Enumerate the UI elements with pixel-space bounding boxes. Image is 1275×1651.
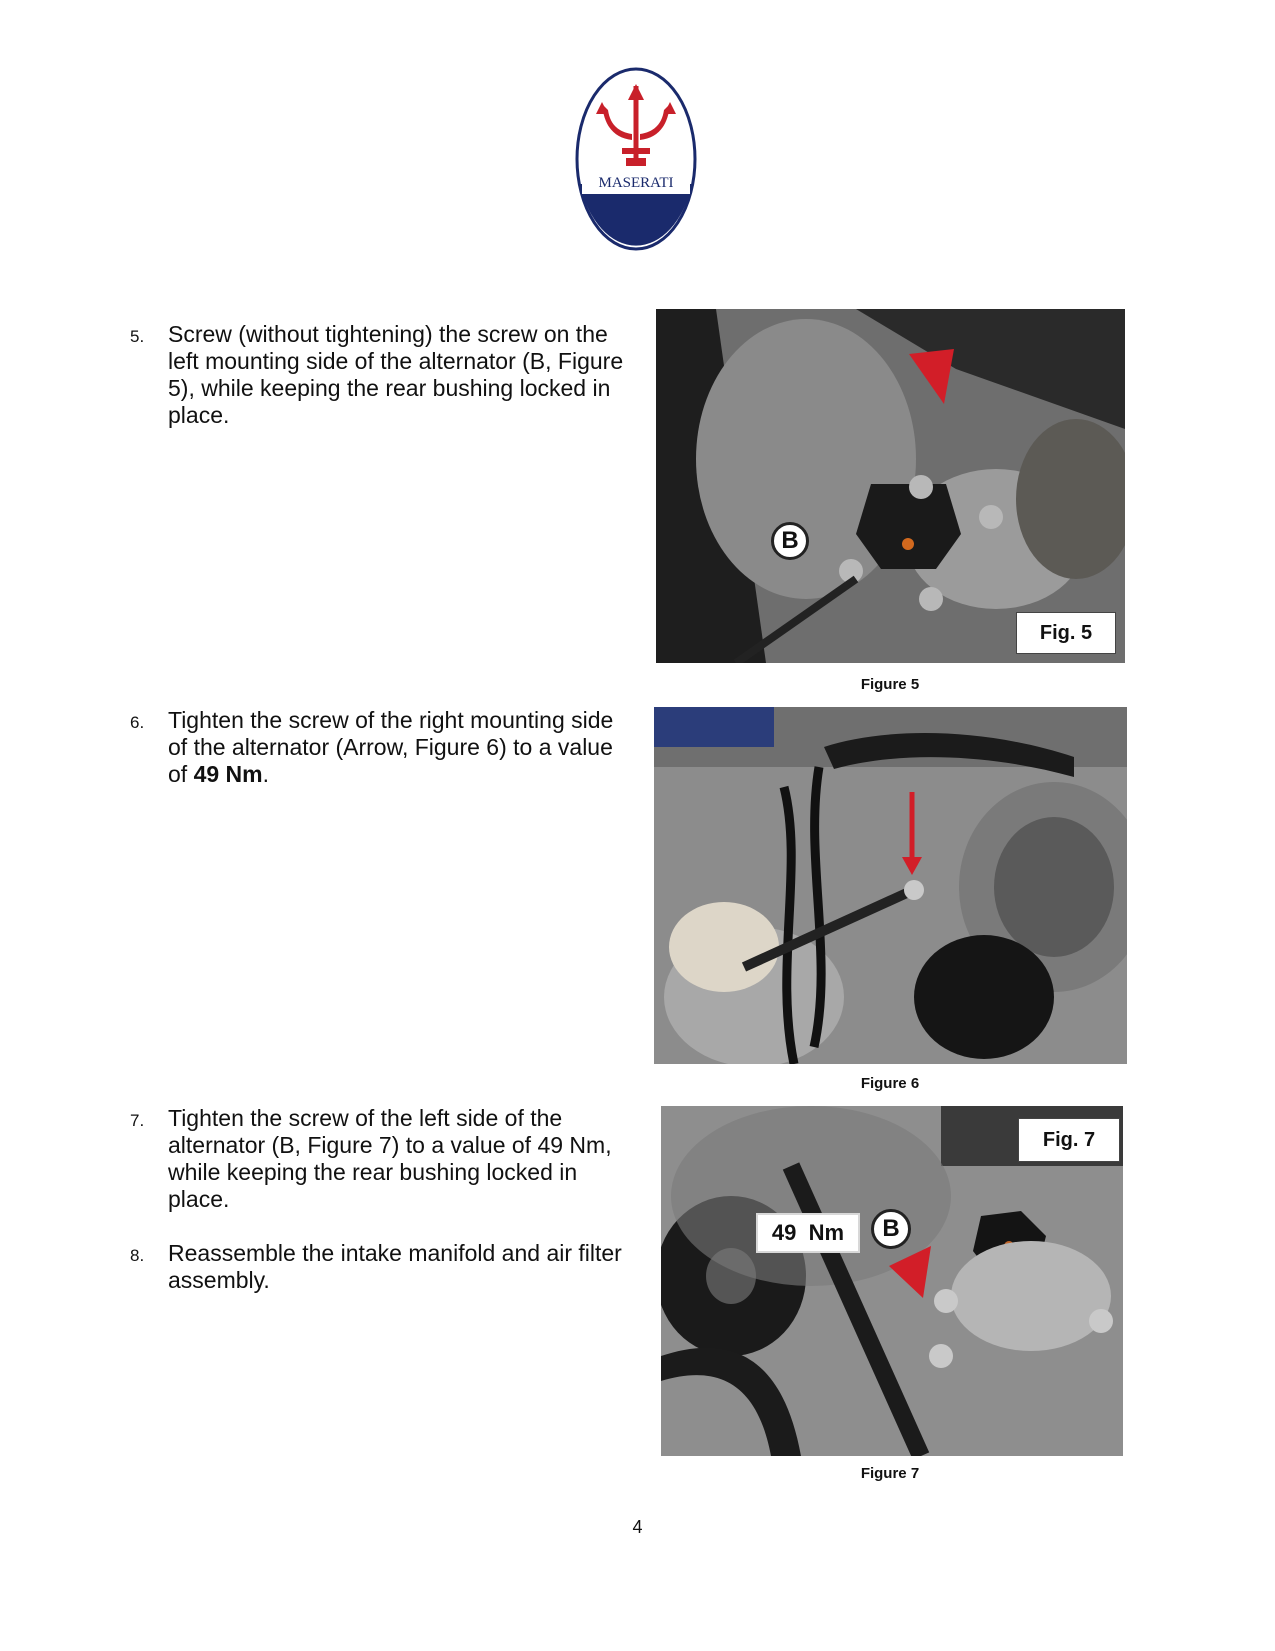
step-number: 8. <box>130 1246 145 1265</box>
torque-value: 49 Nm <box>193 761 263 787</box>
figure-tag: Fig. 7 <box>1018 1118 1120 1162</box>
step-text: Reassemble the intake manifold and air filter assembly. <box>168 1240 622 1293</box>
instruction-step-8 <box>130 1240 630 1294</box>
callout-marker-b: B <box>771 522 809 560</box>
maserati-logo <box>574 66 698 252</box>
step-text: Screw (without tightening) the screw on the left mounting side of the alternator (B, Figure 5), while keeping the rear bushing locked in place. <box>168 321 624 428</box>
figure-caption: Figure 6 <box>860 1075 920 1092</box>
figure-6-photo <box>654 707 1127 1064</box>
step-number: 6. <box>130 713 145 732</box>
callout-marker-b: B <box>871 1209 911 1249</box>
step-number: 5. <box>130 327 145 346</box>
figure-5-photo <box>656 309 1125 663</box>
instruction-step-5 <box>130 321 630 429</box>
instruction-step-7 <box>130 1105 630 1213</box>
figure-tag: Fig. 5 <box>1016 612 1116 654</box>
page-number: 4 <box>632 1517 643 1537</box>
step-text: Tighten the screw of the right mounting side of the alternator (Arrow, Figure 6) to a value of 49 Nm. <box>168 707 614 787</box>
figure-caption: Figure 5 <box>860 676 920 693</box>
figure-caption: Figure 7 <box>860 1465 920 1482</box>
step-number: 7. <box>130 1111 145 1130</box>
svg-text:MASERATI: MASERATI <box>598 175 674 191</box>
instruction-step-6 <box>130 707 630 788</box>
torque-label: 49 Nm <box>756 1213 860 1253</box>
step-text: Tighten the screw of the left side of the alternator (B, Figure 7) to a value of 49 Nm, while keeping the rear bushing locked in place. <box>168 1105 612 1212</box>
